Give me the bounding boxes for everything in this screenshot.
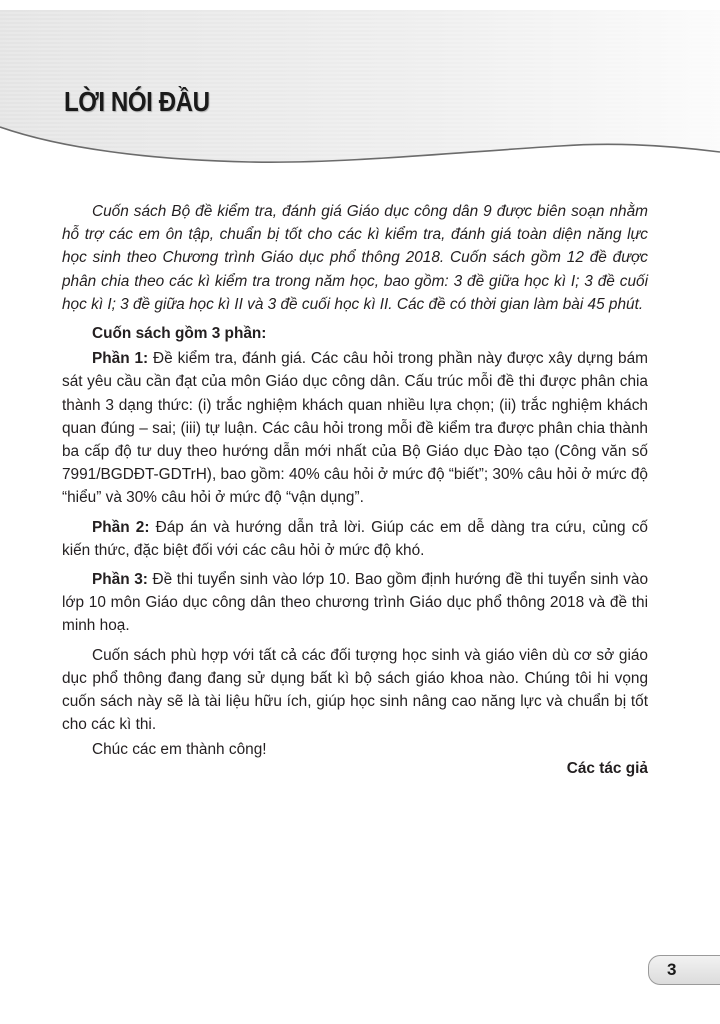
part-3-paragraph xyxy=(62,568,648,638)
page-title: LỜI NÓI ĐẦU xyxy=(64,86,210,117)
intro-paragraph: Cuốn sách Bộ đề kiểm tra, đánh giá Giáo dục công dân 9 được biên soạn nhằm hỗ trợ các em ôn tập, chuẩn bị tốt cho các kì kiểm tra, đánh giá toàn diện năng lực học sinh theo Chương trình Giáo dục phổ thông 2018. Cuốn sách gồm 12 đề được phân chia theo các kì kiểm tra trong năm học, bao gồm: 3 đề giữa học kì I; 3 đề cuối học kì I; 3 đề giữa học kì II và 3 đề cuối học kì II. Các đề có thời gian làm bài 45 phút. xyxy=(62,203,648,313)
part-2-text: Đáp án và hướng dẫn trả lời. Giúp các em dễ dàng tra cứu, củng cố kiến thức, đặc biệt đối với các câu hỏi ở mức độ khó. xyxy=(62,518,648,559)
part-1-text: Đề kiểm tra, đánh giá. Các câu hỏi trong phần này được xây dựng bám sát yêu cầu cần đạt của môn Giáo dục công dân. Cấu trúc mỗi đề thi được phân chia thành 3 dạng thức: (i) trắc nghiệm khách quan nhiều lựa chọn; (ii) trắc nghiệm khách quan đúng – sai; (iii) tự luận. Các câu hỏi trong mỗi đề kiểm tra được phân chia thành ba cấp độ tư duy theo hướng dẫn mới nhất của Bộ Giáo dục Đào tạo (Công văn số 7991/BGDĐT-GDTrH), bao gồm: 40% câu hỏi ở mức độ “biết”; 30% câu hỏi ở mức độ “hiểu” và 30% câu hỏi ở mức độ “vận dụng”. xyxy=(62,350,648,507)
closing-wish: Chúc các em thành công! xyxy=(92,741,267,759)
page-number-tab xyxy=(648,955,720,985)
part-2-paragraph xyxy=(62,516,648,562)
part-3-text: Đề thi tuyển sinh vào lớp 10. Bao gồm định hướng đề thi tuyển sinh vào lớp 10 môn Giáo dục công dân theo chương trình Giáo dục phổ thông 2018 và đề thi minh hoạ. xyxy=(62,571,648,635)
part-1-paragraph xyxy=(62,347,648,509)
page-number: 3 xyxy=(667,960,677,979)
part-1-label: Phần 1: xyxy=(92,350,149,368)
closing-paragraph: Cuốn sách phù hợp với tất cả các đối tượng học sinh và giáo viên dù cơ sở giáo dục phổ thông đang đang sử dụng bất kì bộ sách giáo khoa nào. Chúng tôi hi vọng cuốn sách này sẽ là tài liệu hữu ích, giúp học sinh nâng cao năng lực và chuẩn bị tốt cho các kì thi. xyxy=(62,646,648,734)
preface-body xyxy=(62,200,648,768)
part-3-label: Phần 3: xyxy=(92,571,148,589)
part-2-label: Phần 2: xyxy=(92,518,150,536)
signature: Các tác giả xyxy=(566,760,648,777)
structure-heading: Cuốn sách gồm 3 phần: xyxy=(92,325,267,343)
